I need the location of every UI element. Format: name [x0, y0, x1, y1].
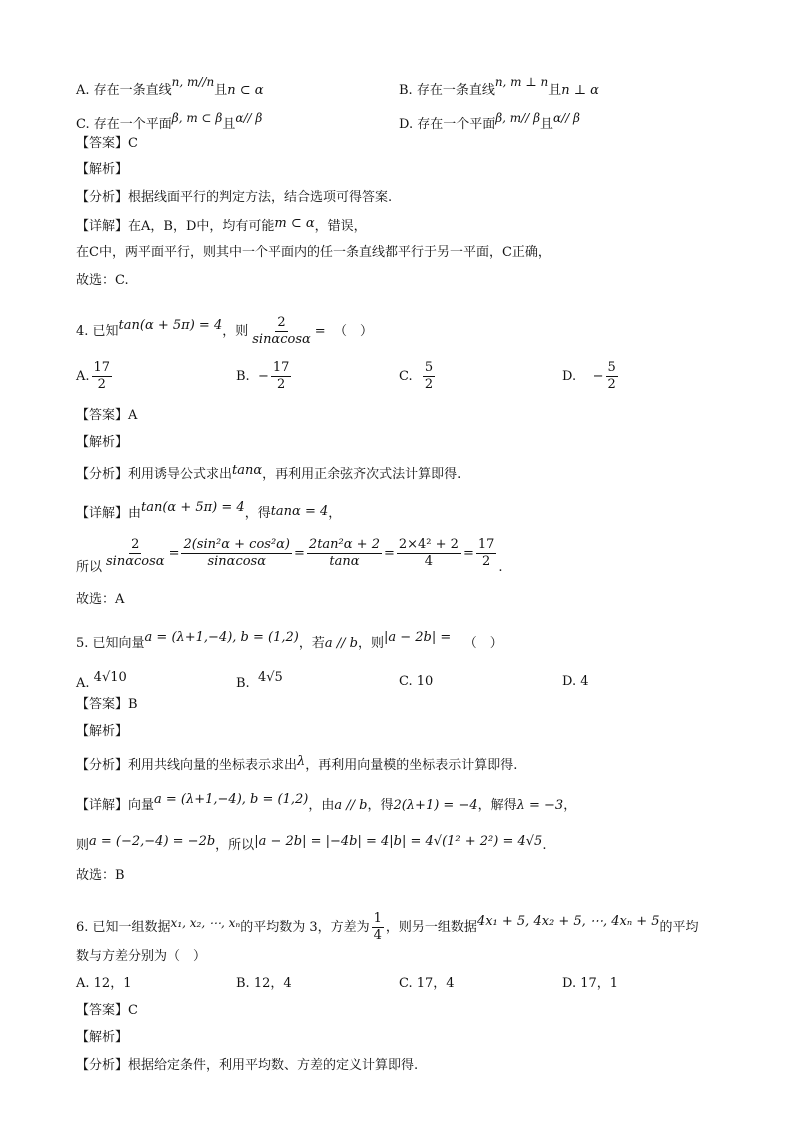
- q3-option-a-cond: n ⊂ α: [227, 83, 264, 98]
- q4-option-d-sign: −: [592, 369, 604, 384]
- q4-fenxi-pre: 【分析】利用诱导公式求出: [76, 467, 233, 482]
- q5-stem-math2: a // b: [324, 636, 358, 651]
- q6-option-c: C. 17，4: [399, 976, 455, 991]
- q3-option-c: [76, 108, 262, 135]
- q5-line2-math1: a = (−2,−4) = −2b: [89, 834, 216, 849]
- q4-calc-frac4-den: 4: [424, 554, 434, 569]
- q5-detail-math1: a = (λ+1,−4), b = (1,2): [154, 792, 309, 807]
- q4-detail-line2: [76, 534, 503, 588]
- q4-analysis-heading: 【解析】: [76, 435, 129, 450]
- q4-calc-frac1-num: 2: [131, 537, 140, 552]
- q5-detail-pre: 【详解】向量: [76, 798, 155, 813]
- q4-calc-frac5-num: 17: [477, 537, 495, 552]
- q6-answer: 【答案】C: [76, 1003, 138, 1018]
- q5-option-b-value: 4√5: [257, 670, 283, 685]
- q5-fenxi: [76, 752, 517, 776]
- q4-option-d-label: D.: [562, 369, 577, 384]
- q4-detail-math2: tanα = 4: [270, 504, 329, 519]
- q4-stem: [76, 306, 373, 352]
- q5-option-a-value: 4√10: [93, 670, 127, 685]
- q4-detail-pre: 【详解】由: [76, 506, 142, 521]
- q3-option-d-math: β, m// β: [495, 111, 541, 125]
- q4-calc-period: .: [498, 560, 503, 575]
- q4-detail-post: ，: [328, 506, 342, 521]
- q4-stem-mid: ，则: [222, 324, 249, 339]
- q5-analysis-heading: 【解析】: [76, 724, 129, 739]
- q6-stem-line2: 数与方差分别为（ ）: [76, 949, 207, 964]
- q5-line2-mid: ，所以: [215, 838, 255, 853]
- q4-option-c-label: C.: [399, 369, 413, 384]
- q5-stem: [76, 628, 503, 654]
- q4-result: 故选：A: [76, 592, 125, 607]
- q3-detail-pre: 【详解】在A，B，D中，均有可能: [76, 219, 275, 234]
- q5-stem-pre: 5. 已知向量: [76, 636, 145, 651]
- q4-calc-frac3: [307, 537, 382, 570]
- q3-option-b-text: B. 存在一条直线: [399, 83, 495, 98]
- q6-stem-fraction: [372, 911, 384, 944]
- q5-stem-math3: |a − 2b| =: [384, 630, 452, 645]
- q5-result: 故选：B: [76, 868, 125, 883]
- q4-stem-fraction: [250, 315, 313, 348]
- q6-stem-math1: x₁, x₂, ⋯, xₙ: [170, 916, 241, 930]
- q6-analysis-heading: 【解析】: [76, 1030, 129, 1045]
- q3-result: 故选：C.: [76, 273, 129, 288]
- q6-stem-line1: [76, 902, 699, 948]
- q6-fenxi: 【分析】根据给定条件，利用平均数、方差的定义计算即得.: [76, 1058, 419, 1073]
- q4-option-d-num: 5: [607, 360, 616, 375]
- q3-option-d-text: D. 存在一个平面: [399, 117, 496, 132]
- q5-line2-math2: |a − 2b| = |−4b| = 4|b| = 4√(1² + 2²) = 4√5: [254, 834, 543, 849]
- q5-option-c: C. 10: [399, 674, 434, 689]
- q4-calc-eq1: =: [168, 546, 180, 561]
- q5-option-b: [236, 668, 283, 694]
- q4-calc-frac5: [476, 537, 497, 570]
- q3-option-b-math: n, m ⊥ n: [494, 75, 549, 89]
- q3-option-c-text: C. 存在一个平面: [76, 117, 172, 132]
- q5-option-a-label: A.: [76, 676, 90, 691]
- q3-option-d-cond: α// β: [553, 111, 580, 125]
- q5-detail-math2: a // b: [334, 798, 368, 813]
- q5-line2-post: .: [542, 838, 547, 853]
- q5-detail-mid2: ，得: [367, 798, 394, 813]
- q4-stem-eq: =: [314, 324, 326, 339]
- q4-answer: 【答案】A: [76, 408, 138, 423]
- q4-option-a-num: 17: [93, 360, 111, 375]
- q5-fenxi-pre: 【分析】利用共线向量的坐标表示求出: [76, 758, 298, 773]
- q5-stem-mid: ，若: [298, 636, 325, 651]
- q4-stem-frac-den: sinαcosα: [252, 332, 311, 347]
- q6-option-a: A. 12，1: [76, 976, 132, 991]
- q3-option-b: [399, 72, 599, 101]
- q6-frac-den: 4: [373, 928, 382, 943]
- q5-fenxi-post: ，再利用向量模的坐标表示计算即得.: [305, 758, 518, 773]
- q5-stem-mid2: ，则: [357, 636, 384, 651]
- q4-stem-frac-num: 2: [277, 315, 286, 330]
- q4-so-label: 所以: [76, 560, 103, 575]
- q3-option-c-math: β, m ⊂ β: [171, 111, 223, 125]
- q4-calc-frac4-num: 2×4² + 2: [398, 537, 459, 552]
- q6-stem-mid1: 的平均数为 3，方差为: [240, 920, 370, 935]
- q4-calc-frac2: [181, 537, 292, 570]
- q4-option-b-label: B.: [236, 369, 250, 384]
- q5-detail-math4: λ = −3: [516, 798, 564, 813]
- q3-detail-line2: 在C中，两平面平行，则其中一个平面内的任一条直线都平行于另一平面，C正确，: [76, 245, 551, 260]
- q6-frac-num: 1: [373, 911, 382, 926]
- q4-option-d-den: 2: [607, 377, 616, 392]
- q3-option-c-and: 且: [222, 117, 236, 132]
- q3-option-b-cond: n ⊥ α: [561, 83, 599, 98]
- q6-option-b: B. 12，4: [236, 976, 292, 991]
- q4-option-d-fraction: [606, 360, 618, 393]
- q4-option-c: [399, 357, 437, 397]
- q4-option-c-den: 2: [424, 377, 434, 392]
- q5-detail-post: ，: [563, 798, 577, 813]
- q4-stem-math: tan(α + 5π) = 4: [118, 318, 223, 333]
- q5-detail-mid1: ，由: [308, 798, 335, 813]
- q4-calc-frac3-num: 2tan²α + 2: [308, 537, 380, 552]
- q4-calc-frac2-den: sinαcosα: [207, 554, 267, 569]
- q6-stem-math2: 4x₁ + 5, 4x₂ + 5, ⋯, 4xₙ + 5: [476, 914, 660, 929]
- q4-fenxi: [76, 461, 461, 485]
- q3-option-a-math: n, m//n: [171, 75, 215, 89]
- q5-answer: 【答案】B: [76, 697, 138, 712]
- q3-analysis-heading: 【解析】: [76, 162, 129, 177]
- q3-option-a-text: A. 存在一条直线: [76, 83, 172, 98]
- q4-detail-mid: ，得: [244, 506, 271, 521]
- q4-option-b: [236, 357, 293, 397]
- q5-detail-math3: 2(λ+1) = −4: [393, 798, 478, 813]
- q4-calc-eq2: =: [294, 546, 305, 561]
- q5-option-a: [76, 668, 127, 694]
- q4-option-a-den: 2: [97, 377, 106, 392]
- q4-option-a-fraction: [92, 360, 113, 393]
- q4-calc-frac1-den: sinαcosα: [106, 554, 165, 569]
- q5-detail-mid3: ，解得: [477, 798, 517, 813]
- q3-option-d: [399, 108, 580, 135]
- q3-option-a: [76, 72, 264, 101]
- q6-stem-pre: 6. 已知一组数据: [76, 920, 171, 935]
- q4-option-d: [562, 357, 620, 397]
- q4-calc-frac5-den: 2: [481, 554, 491, 569]
- q4-stem-pre: 4. 已知: [76, 324, 119, 339]
- q4-fenxi-math: tanα: [232, 463, 263, 478]
- q4-option-b-num: 17: [272, 360, 290, 375]
- q4-option-c-num: 5: [424, 360, 434, 375]
- q3-option-c-cond: α// β: [235, 111, 263, 125]
- q4-calc-frac2-num: 2(sin²α + cos²α): [183, 537, 291, 552]
- q3-detail-math: m ⊂ α: [274, 216, 315, 231]
- q4-option-a: [76, 357, 114, 397]
- q5-fenxi-math: λ: [297, 754, 306, 769]
- q4-option-a-label: A.: [76, 369, 90, 384]
- q5-detail-line1: [76, 790, 576, 816]
- q5-option-b-label: B.: [236, 676, 250, 691]
- q4-option-b-sign: −: [257, 369, 269, 384]
- q4-stem-paren: （ ）: [333, 324, 373, 339]
- q3-detail-line1: [76, 214, 367, 237]
- q6-stem-post: 的平均: [659, 920, 699, 935]
- q3-answer: 【答案】C: [76, 136, 138, 151]
- q5-option-d: D. 4: [562, 674, 589, 689]
- q4-calc-frac4: [397, 537, 461, 570]
- q4-calc-frac1: [104, 537, 167, 570]
- q3-option-a-and: 且: [214, 83, 228, 98]
- q5-stem-paren: （ ）: [463, 636, 503, 651]
- q3-option-d-and: 且: [540, 117, 554, 132]
- q5-detail-line2: [76, 832, 546, 856]
- q4-fenxi-post: ，再利用正余弦齐次式法计算即得.: [262, 467, 462, 482]
- q5-stem-math: a = (λ+1,−4), b = (1,2): [144, 630, 299, 645]
- q3-fenxi: 【分析】根据线面平行的判定方法，结合选项可得答案.: [76, 190, 393, 205]
- q4-option-c-fraction: [423, 360, 435, 393]
- q3-option-b-and: 且: [548, 83, 562, 98]
- q4-option-b-fraction: [271, 360, 292, 393]
- q4-detail-math1: tan(α + 5π) = 4: [141, 500, 245, 515]
- q4-calc-eq3: =: [383, 546, 395, 561]
- q3-detail-post: ，错误，: [314, 219, 367, 234]
- q4-calc-frac3-den: tanα: [329, 554, 360, 569]
- q4-option-b-den: 2: [276, 377, 286, 392]
- q5-line2-pre: 则: [76, 838, 90, 853]
- q6-stem-mid2: ，则另一组数据: [385, 920, 477, 935]
- q6-option-d: D. 17，1: [562, 976, 619, 991]
- q4-calc-eq4: =: [462, 546, 474, 561]
- q4-detail-line1: [76, 498, 341, 524]
